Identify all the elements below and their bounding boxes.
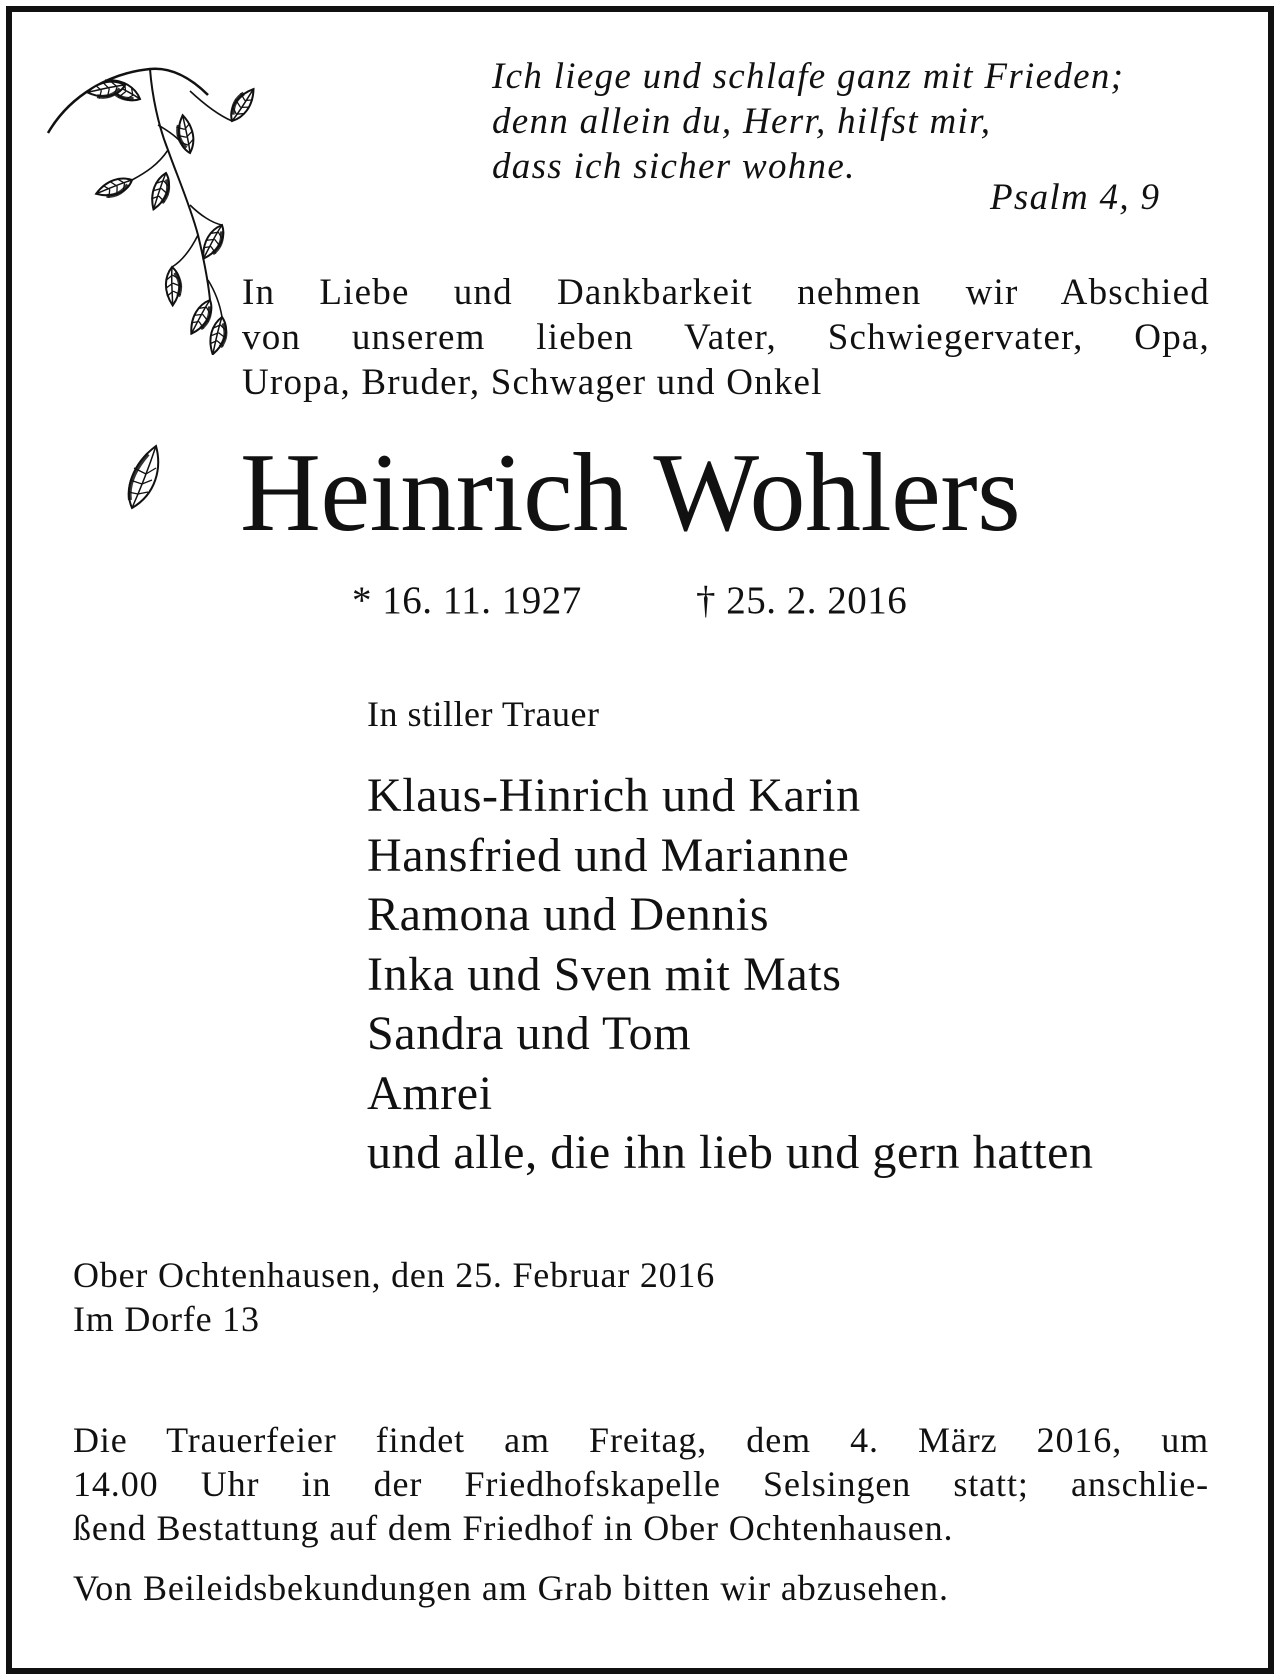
death-date: † 25. 2. 2016 [696, 579, 908, 622]
family-list [367, 766, 1094, 1183]
verse-line: Ich liege und schlafe ganz mit Frieden; [492, 56, 1125, 97]
deceased-name: Heinrich Wohlers [240, 431, 1021, 555]
service-line: Die Trauerfeier findet am Freitag, dem 4. März 2016, um [73, 1420, 1209, 1460]
falling-leaf-icon [118, 438, 178, 518]
verse-line: denn allein du, Herr, hilfst mir, [492, 101, 992, 142]
family-member: Amrei [367, 1066, 493, 1120]
intro-line: von unserem lieben Vater, Schwiegervater, Opa, [242, 317, 1210, 358]
psalm-verse [492, 54, 1124, 189]
intro-line: Uropa, Bruder, Schwager und Onkel [242, 362, 823, 403]
family-member: Inka und Sven mit Mats [367, 947, 842, 1001]
birth-date: * 16. 11. 1927 [352, 579, 582, 622]
intro-line: In Liebe und Dankbarkeit nehmen wir Abschied [242, 272, 1210, 313]
psalm-reference: Psalm 4, 9 [990, 177, 1161, 218]
verse-line: dass ich sicher wohne. [492, 146, 856, 187]
service-line: ßend Bestattung auf dem Friedhof in Ober Ochtenhausen. [73, 1508, 954, 1548]
family-member: Hansfried und Marianne [367, 828, 850, 882]
family-member: Ramona und Dennis [367, 888, 770, 941]
family-member: Sandra und Tom [367, 1007, 692, 1060]
condolence-note: Von Beileidsbekundungen am Grab bitten wir abzusehen. [73, 1568, 949, 1608]
family-member: Klaus-Hinrich und Karin [367, 769, 861, 822]
family-member: und alle, die ihn lieb und gern hatten [367, 1126, 1094, 1179]
location-block [73, 1253, 715, 1341]
place-and-date: Ober Ochtenhausen, den 25. Februar 2016 [73, 1255, 716, 1295]
address: Im Dorfe 13 [73, 1299, 260, 1339]
service-line: 14.00 Uhr in der Friedhofskapelle Selsingen statt; anschlie- [73, 1464, 1209, 1504]
funeral-service-info [73, 1418, 1209, 1550]
mourning-heading: In stiller Trauer [367, 694, 600, 734]
farewell-intro [242, 270, 1210, 405]
